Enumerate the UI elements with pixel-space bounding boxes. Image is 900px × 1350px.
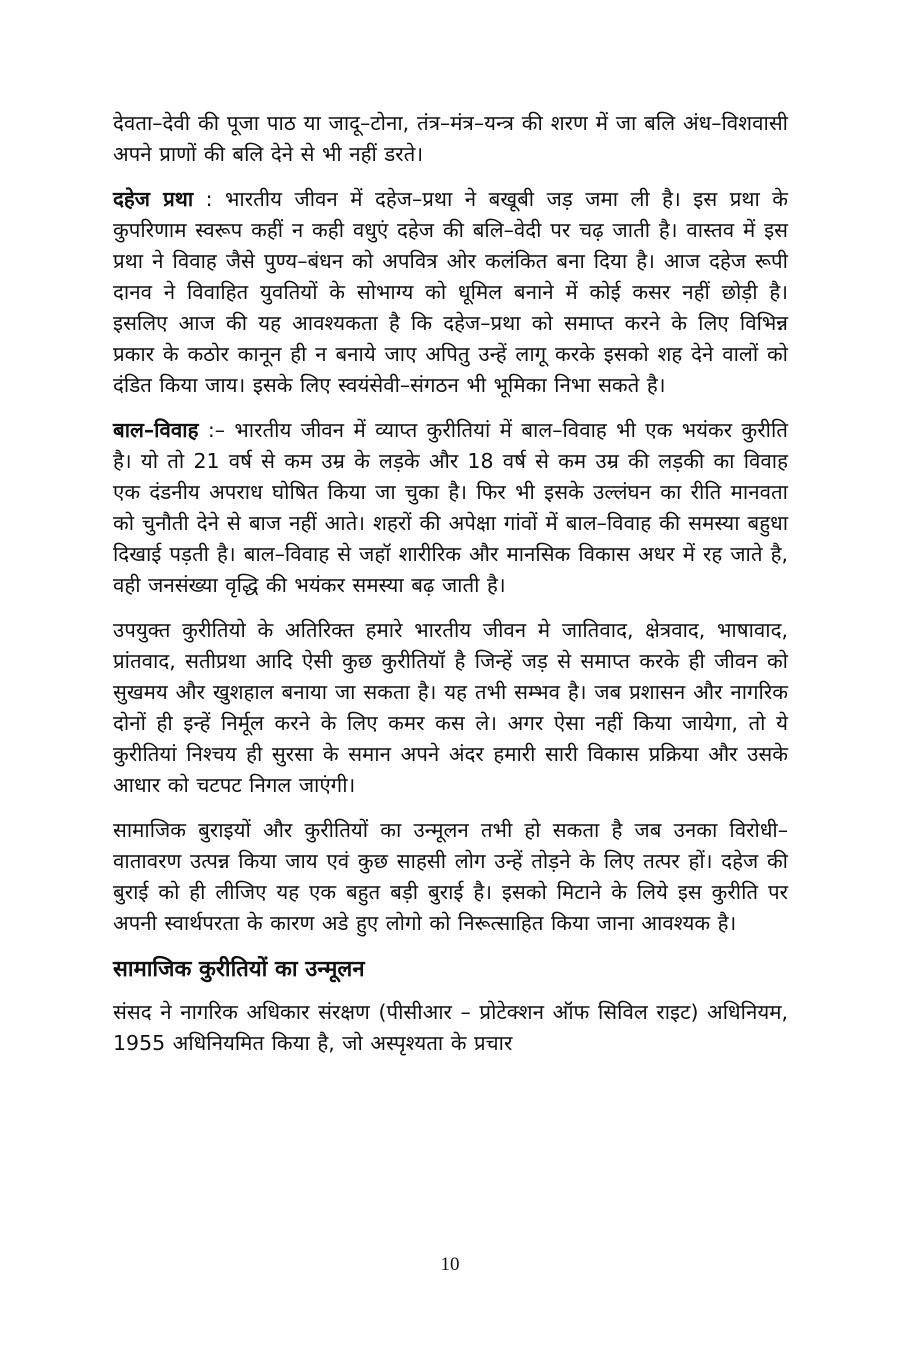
page-number: 10 [440, 1254, 460, 1275]
paragraph-text: संसद ने नागरिक अधिकार संरक्षण (पीसीआर – प्रोटेक्शन ऑफ सिविल राइट) अधिनियम, 1955 अधिनियमित किया है, जो अस्पृश्यता के प्रचार [113, 1000, 788, 1055]
paragraph-text: देवता–देवी की पूजा पाठ या जादू–टोना, तंत्र–मंत्र–यन्त्र की शरण में जा बलि अंध–विशवासी अपने प्राणों की बलि देने से भी नहीं डरते। [113, 111, 788, 166]
paragraph-dowry [113, 184, 788, 401]
paragraph-pcr-act [113, 997, 788, 1059]
paragraph-child-marriage [113, 415, 788, 601]
paragraph-text: उपयुक्त कुरीतियो के अतिरिक्त हमारे भारतीय जीवन मे जातिवाद, क्षेत्रवाद, भाषावाद, प्रांतवाद, सतीप्रथा आदि ऐसी कुछ कुरीतियॉ है जिन्हें जड़ से समाप्त करके ही जीवन को सुखमय और खुशहाल बनाया जा सकता है। यह तभी सम्भव है। जब प्रशासन और नागरिक दोनों ही इन्हें निर्मूल करने के लिए कमर कस ले। अगर ऐसा नहीं किया जायेगा, तो ये कुरीतियां निश्चय ही सुरसा के समान अपने अंदर हमारी सारी विकास प्रक्रिया और उसके आधार को चटपट निगल जाएंगी। [113, 618, 788, 797]
paragraph-text: सामाजिक बुराइयों और कुरीतियों का उन्मूलन तभी हो सकता है जब उनका विरोधी–वातावरण उत्पन्न किया जाय एवं कुछ साहसी लोग उन्हें तोड़ने के लिए तत्पर हों। दहेज की बुराई को ही लीजिए यह एक बहुत बड़ी बुराई है। इसको मिटाने के लिये इस कुरीति पर अपनी स्वार्थपरता के कारण अडे हुए लोगो को निरूत्साहित किया जाना आवश्यक है। [113, 818, 788, 935]
dowry-heading: दहेज प्रथा [113, 187, 194, 211]
paragraph-text: :– भारतीय जीवन में व्याप्त कुरीतियां में बाल–विवाह भी एक भयंकर कुरीति है। यो तो 21 वर्ष से कम उम्र के लड़के और 18 वर्ष से कम उम्र की लड़की का विवाह एक दंडनीय अपराध घोषित किया जा चुका है। फिर भी इसके उल्लंघन का रीति मानवता को चुनौती देने से बाज नहीं आते। शहरों की अपेक्षा गांवों में बाल–विवाह की समस्या बहुधा दिखाई पड़ती है। बाल–विवाह से जहॉ शारीरिक और मानसिक विकास अधर में रह जाते है, वही जनसंख्या वृद्धि की भयंकर समस्या बढ़ जाती है। [113, 418, 788, 597]
section-heading: सामाजिक कुरीतियों का उन्मूलन [113, 957, 365, 982]
paragraph-other-evils [113, 615, 788, 801]
paragraph-superstition [113, 108, 788, 170]
paragraph-text: : भारतीय जीवन में दहेज–प्रथा ने बखूबी जड़ जमा ली है। इस प्रथा के कुपरिणाम स्वरूप कहीं न कही वधुएं दहेज की बलि–वेदी पर चढ़ जाती है। वास्तव में इस प्रथा ने विवाह जैसे पुण्य–बंधन को अपवित्र ओर कलंकित बना दिया है। आज दहेज रूपी दानव ने विवाहित युवतियों के सोभाग्य को धूमिल बनाने में कोई कसर नहीं छोड़ी है। इसलिए आज की यह आवश्यकता है कि दहेज–प्रथा को समाप्त करने के लिए विभिन्न प्रकार के कठोर कानून ही न बनाये जाए अपितु उन्हें लागू करके इसको शह देने वालों को दंडित किया जाय। इसके लिए स्वयंसेवी–संगठन भी भूमिका निभा सकते है। [113, 187, 788, 397]
child-marriage-heading: बाल–विवाह [113, 418, 199, 442]
paragraph-eradication [113, 815, 788, 939]
page-body [113, 108, 788, 1073]
